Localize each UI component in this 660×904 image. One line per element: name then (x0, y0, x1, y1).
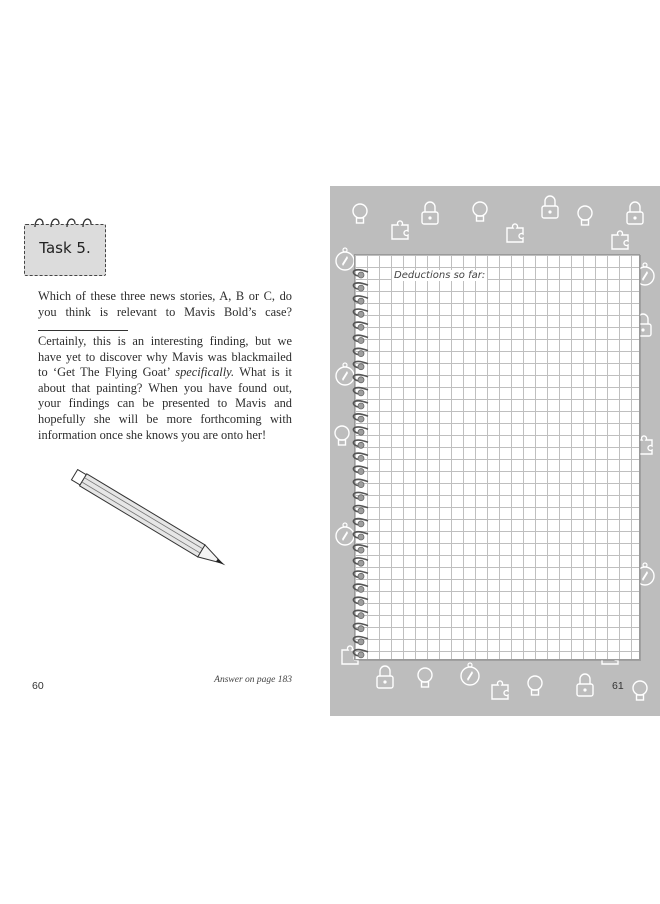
body-text-2: What is it about that painting? When you have found out, your findings can be presented to Mavis and hopefully she will be more forthcoming with information once she knows you are onto her! (38, 365, 292, 442)
pencil-icon (58, 468, 242, 572)
question-paragraph (38, 289, 292, 336)
body-text-1: Certainly, this is an interesting finding, but we have yet to discover why Mavis was blackmailed to ‘Get The Flying Goat’ (38, 334, 292, 380)
grid-notepad (354, 254, 640, 660)
answer-blank (38, 320, 128, 331)
task-title: Task 5. (39, 239, 91, 257)
page-number-right: 61 (612, 680, 624, 692)
page-number-left: 60 (32, 680, 44, 692)
spiral-binding-icon (348, 264, 372, 660)
body-paragraph (38, 334, 292, 443)
answer-reference: Answer on page 183 (214, 675, 292, 685)
deductions-heading: Deductions so far: (394, 270, 486, 281)
body-emphasis: specifically. (175, 365, 235, 380)
task-card (24, 224, 106, 276)
question-text: Which of these three news stories, A, B or C, do you think is relevant to Mavis Bold’s case? (38, 289, 292, 319)
binder-rings-icon (29, 215, 101, 229)
